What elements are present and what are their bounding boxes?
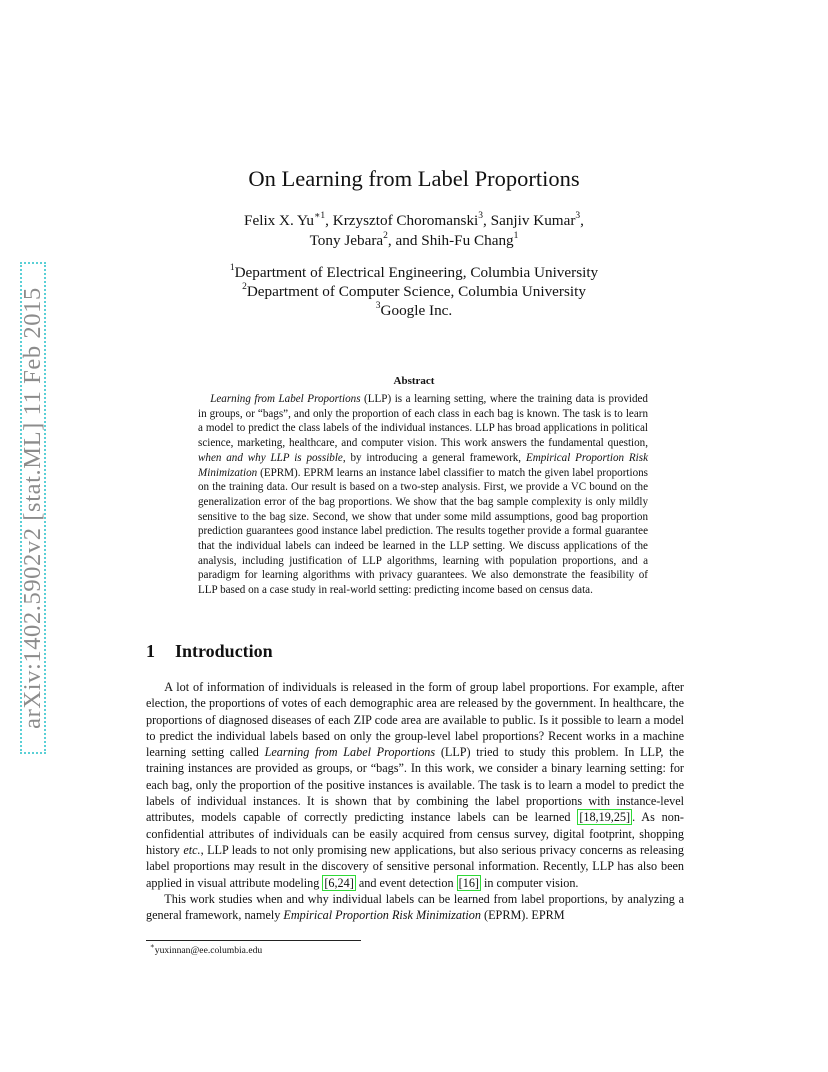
intro-text: A lot of information of individuals is released in the form of group label proportions. For example, after election, the proportions of votes of each demographic area are released by the government. In healthcare, the proportions of diagnosed diseases of each ZIP code area are available to public. Is it possible to learn a model to predict the individual labels based on only the group-level label proportions? Recent works in a machine learning setting called	[146, 680, 684, 760]
author-affiliation-mark: 3	[478, 210, 484, 221]
affiliation-line	[0, 282, 828, 301]
citation-link[interactable]: [18,19,25]	[579, 810, 631, 825]
abstract-heading: Abstract	[393, 375, 435, 387]
author-affiliation-mark: 2	[383, 230, 388, 241]
intro-text: This work studies when and why individual labels can be learned from label proportions, by analyzing a general framework, namely	[146, 891, 684, 923]
arxiv-identifier-text: arXiv:1402.5902v2 [stat.ML] 11 Feb 2015	[19, 287, 46, 729]
author-name: Felix X. Yu	[244, 212, 314, 229]
footnote-email: yuxinnan@ee.columbia.edu	[154, 945, 263, 956]
affiliation-text: Google Inc.	[380, 302, 453, 319]
intro-emphasis: etc.	[183, 842, 201, 857]
arxiv-identifier-stamp	[20, 262, 46, 754]
abstract-text: (EPRM). EPRM learns an instance label classifier to match the given label proportions on the training data. Our result is based on a two-step analysis. First, we provide a VC bound on the generalization error of the bag proportions. We show that the bag sample complexity is only mildly sensitive to the bag size. Second, we show that under some mild assumptions, good bag proportion prediction guarantees good instance label prediction. The results together provide a formal guarantee that the individual labels can indeed be learned in the LLP setting. We discuss applications of the analysis, including justification of LLP algorithms, learning with population proportions, and a paradigm for learning algorithms with privacy guarantees. We also demonstrate the feasibility of LLP based on a case study in real-world setting: predicting income based on census data.	[198, 466, 648, 597]
footnote	[150, 941, 263, 956]
author-affiliation-mark: 1	[513, 230, 519, 241]
affiliation-text: Department of Electrical Engineering, Columbia University	[234, 264, 599, 281]
author-line-2	[0, 231, 828, 251]
abstract-emphasis: Empirical Proportion Risk Minimization	[198, 451, 648, 479]
paper-title: On Learning from Label Proportions	[248, 166, 580, 191]
intro-text: in computer vision.	[480, 875, 579, 890]
citation-link[interactable]: [16]	[458, 875, 479, 890]
footnote-divider	[146, 940, 361, 941]
intro-emphasis: Empirical Proportion Risk Minimization	[283, 908, 481, 923]
section-number: 1	[146, 641, 155, 661]
author-name: , Sanjiv Kumar	[483, 212, 576, 229]
intro-text: . As non-confidential attributes of individuals can be easily acquired from census survey, digital footprint, shopping history	[146, 810, 684, 857]
author-affiliation-mark: ∗1	[313, 210, 326, 221]
affiliation-list	[0, 263, 828, 320]
section-heading	[146, 641, 273, 662]
author-name: , and Shih-Fu Chang	[387, 232, 514, 249]
footnote-mark: ∗	[150, 941, 155, 950]
citation-link[interactable]: [6,24]	[324, 875, 354, 890]
section-title: Introduction	[175, 641, 273, 661]
abstract-emphasis: Learning from Label Proportions	[210, 393, 361, 405]
author-separator: ,	[580, 212, 584, 229]
intro-text: (EPRM). EPRM	[480, 908, 565, 923]
abstract-paragraph	[198, 392, 648, 598]
intro-text: (LLP) tried to study this problem. In LLP, the training instances are provided as groups, or “bags”. In this work, we consider a binary learning setting: for each bag, only the proportion of the positive instances is available. The task is to learn a model to predict the labels of individual instances. It is shown that by combining the label proportions with instance-level attributes, models capable of correctly predicting instance labels can be learned	[146, 745, 684, 825]
author-name: Tony Jebara	[309, 232, 384, 249]
introduction-body	[146, 679, 684, 923]
abstract-emphasis: when and why LLP is possible	[198, 451, 343, 464]
affiliation-mark: 3	[375, 300, 381, 311]
intro-emphasis: Learning from Label Proportions	[264, 745, 436, 760]
intro-paragraph	[146, 679, 684, 891]
abstract-text: (LLP) is a learning setting, where the training data is provided in groups, or “bags”, and only the proportion of each class in each bag is known. The task is to learn a model to predict the class labels of the individual instances. LLP has broad applications in political science, marketing, healthcare, and computer vision. This work answers the fundamental question,	[198, 393, 648, 450]
intro-paragraph	[146, 891, 684, 924]
affiliation-mark: 1	[229, 262, 235, 273]
intro-text: and event detection	[355, 875, 457, 890]
author-name: , Krzysztof Choromanski	[325, 212, 479, 229]
affiliation-mark: 2	[242, 281, 247, 292]
author-list	[0, 211, 828, 251]
author-line-1	[0, 211, 828, 231]
affiliation-text: Department of Computer Science, Columbia University	[246, 283, 586, 300]
affiliation-line	[0, 301, 828, 320]
abstract-body	[198, 392, 648, 598]
intro-text: , LLP leads to not only promising new applications, but also serious privacy concerns as releasing label proportions may result in the discovery of sensitive personal information. Recently, LLP has also been applied in visual attribute modeling	[146, 842, 684, 890]
abstract-text: , by introducing a general framework,	[342, 451, 526, 464]
author-affiliation-mark: 3	[575, 210, 581, 221]
affiliation-line	[0, 263, 828, 282]
